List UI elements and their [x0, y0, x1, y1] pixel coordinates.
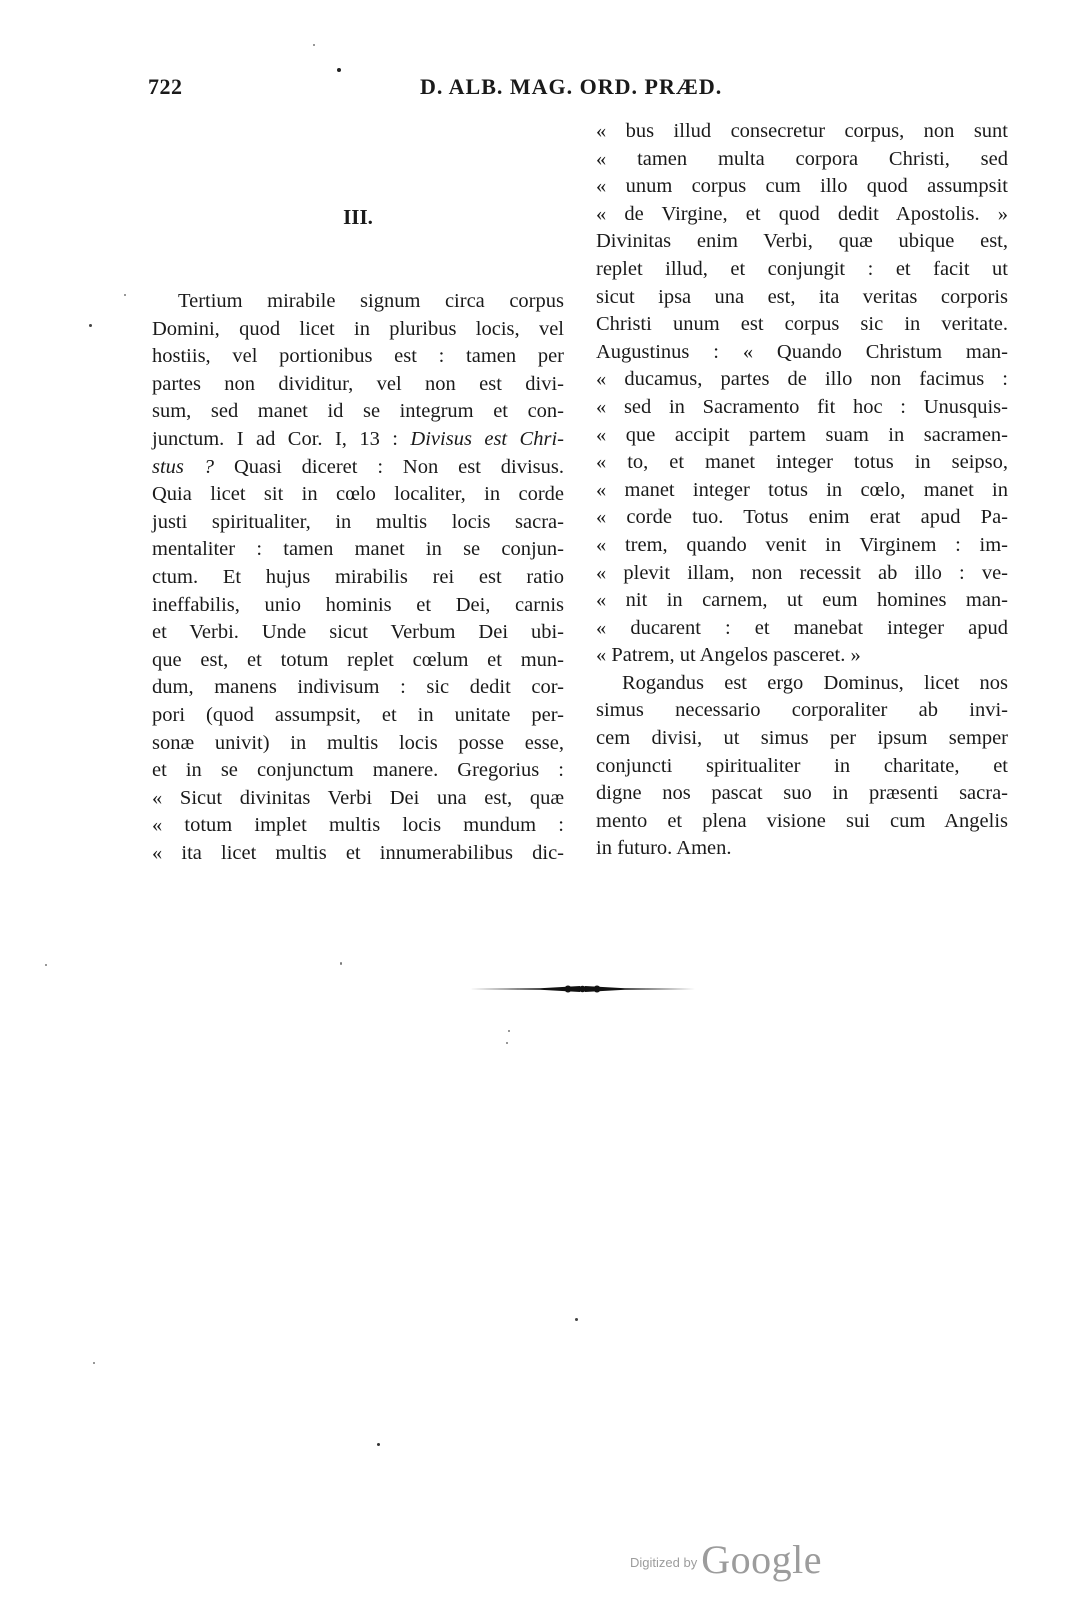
text-line: « bus illud consecretur corpus, non sunt [596, 120, 1008, 142]
text-line: replet illud, et conjungit : et facit ut [596, 257, 1008, 280]
text-line: et Verbi. Unde sicut Verbum Dei ubi- [152, 621, 564, 644]
scan-speck [93, 1362, 95, 1364]
scan-speck [377, 1443, 380, 1446]
text-line: sum, sed manet id se integrum et con- [152, 400, 564, 423]
running-head: D. ALB. MAG. ORD. PRÆD. [420, 74, 723, 99]
left-column [152, 118, 564, 867]
text-line: « ducarent : et manebat integer apud [596, 616, 1008, 639]
scan-speck [124, 294, 126, 296]
watermark-brand: Google [701, 1537, 822, 1582]
text-line: Divinitas enim Verbi, quæ ubique est, [596, 230, 1008, 253]
scan-speck [337, 68, 341, 72]
text-line: hostiis, vel portionibus est : tamen per [152, 345, 564, 368]
citation-text: junctum. I ad Cor. I, 13 : [152, 427, 411, 450]
watermark-prefix: Digitized by [630, 1555, 698, 1570]
page-number: 722 [148, 74, 183, 99]
text-line: « ita licet multis et innumerabilibus dic- [152, 841, 564, 864]
text-line: digne nos pascat suo in præsenti sacra- [596, 782, 1008, 805]
text-line: Rogandus est ergo Dominus, licet nos [622, 671, 1008, 694]
text-line: ineffabilis, unio hominis et Dei, carnis [152, 593, 564, 616]
text-line: mentaliter : tamen manet in se conjun- [152, 538, 564, 561]
text-line: dum, manens indivisum : sic dedit cor- [152, 676, 564, 699]
text-line: « tamen multa corpora Christi, sed [596, 147, 1008, 170]
tailpiece-ornament-icon [470, 982, 695, 996]
text-line: « totum implet multis locis mundum : [152, 814, 564, 837]
scan-speck [45, 964, 47, 966]
text-line: Domini, quod licet in pluribus locis, vel [152, 317, 564, 340]
left-column-text [152, 288, 564, 867]
text-line: sicut ipsa una est, ita veritas corporis [596, 285, 1008, 308]
text-line-citation [152, 426, 564, 454]
text-line: mento et plena visione sui cum Angelis [596, 809, 1008, 832]
section-number: III. [343, 205, 373, 229]
scan-speck [508, 1030, 510, 1032]
text-line: simus necessario corporaliter ab invi- [596, 699, 1008, 722]
text-line: « unum corpus cum illo quod assumpsit [596, 175, 1008, 198]
scan-speck [340, 962, 342, 965]
text-line: « nit in carnem, ut eum homines man- [596, 589, 1008, 612]
text-line: « plevit illam, non recessit ab illo : ve- [596, 561, 1008, 584]
digitization-watermark [630, 1536, 822, 1583]
text-line: Augustinus : « Quando Christum man- [596, 340, 1008, 363]
text-line: Quia licet sit in cœlo localiter, in corde [152, 483, 564, 506]
citation-text: Quasi diceret : Non est divisus. [233, 455, 565, 478]
text-line: « ducamus, partes de illo non facimus : [596, 368, 1008, 391]
text-line: pori (quod assumpsit, et in unitate per- [152, 703, 564, 726]
right-column [596, 118, 1008, 863]
text-line: conjuncti spiritualiter in charitate, et [596, 754, 1008, 777]
scripture-quote: Divisus est Chri- [410, 427, 564, 450]
text-line: Tertium mirabile signum circa corpus [178, 290, 564, 312]
text-line: in futuro. Amen. [596, 837, 732, 860]
text-line: justi spiritualiter, in multis locis sacra- [152, 510, 564, 533]
text-line: « corde tuo. Totus enim erat apud Pa- [596, 506, 1008, 529]
text-line: et in se conjunctum manere. Gregorius : [152, 759, 564, 782]
text-line: cem divisi, ut simus per ipsum semper [596, 727, 1008, 750]
text-line: « Sicut divinitas Verbi Dei una est, quæ [152, 786, 564, 809]
text-line: ctum. Et hujus mirabilis rei est ratio [152, 565, 564, 588]
scan-speck [313, 44, 315, 46]
text-line: « manet integer totus in cœlo, manet in [596, 478, 1008, 501]
text-line-citation [152, 454, 564, 482]
text-line: « Patrem, ut Angelos pasceret. » [596, 644, 861, 667]
text-line: « de Virgine, et quod dedit Apostolis. » [596, 202, 1008, 225]
text-line: « to, et manet integer totus in seipso, [596, 451, 1008, 474]
text-line: que est, et totum replet cœlum et mun- [152, 648, 564, 671]
text-line: « que accipit partem suam in sacramen- [596, 423, 1008, 446]
text-line: partes non dividitur, vel non est divi- [152, 372, 564, 395]
text-line: « trem, quando venit in Virginem : im- [596, 533, 1008, 556]
text-line: sonæ univit) in multis locis posse esse, [152, 731, 564, 754]
scan-speck [89, 324, 92, 327]
scan-speck [506, 1042, 508, 1044]
text-line: « sed in Sacramento fit hoc : Unusquis- [596, 395, 1008, 418]
scan-speck [575, 1318, 578, 1321]
scripture-quote: stus ? [152, 455, 215, 478]
text-line: Christi unum est corpus sic in veritate. [596, 313, 1008, 336]
